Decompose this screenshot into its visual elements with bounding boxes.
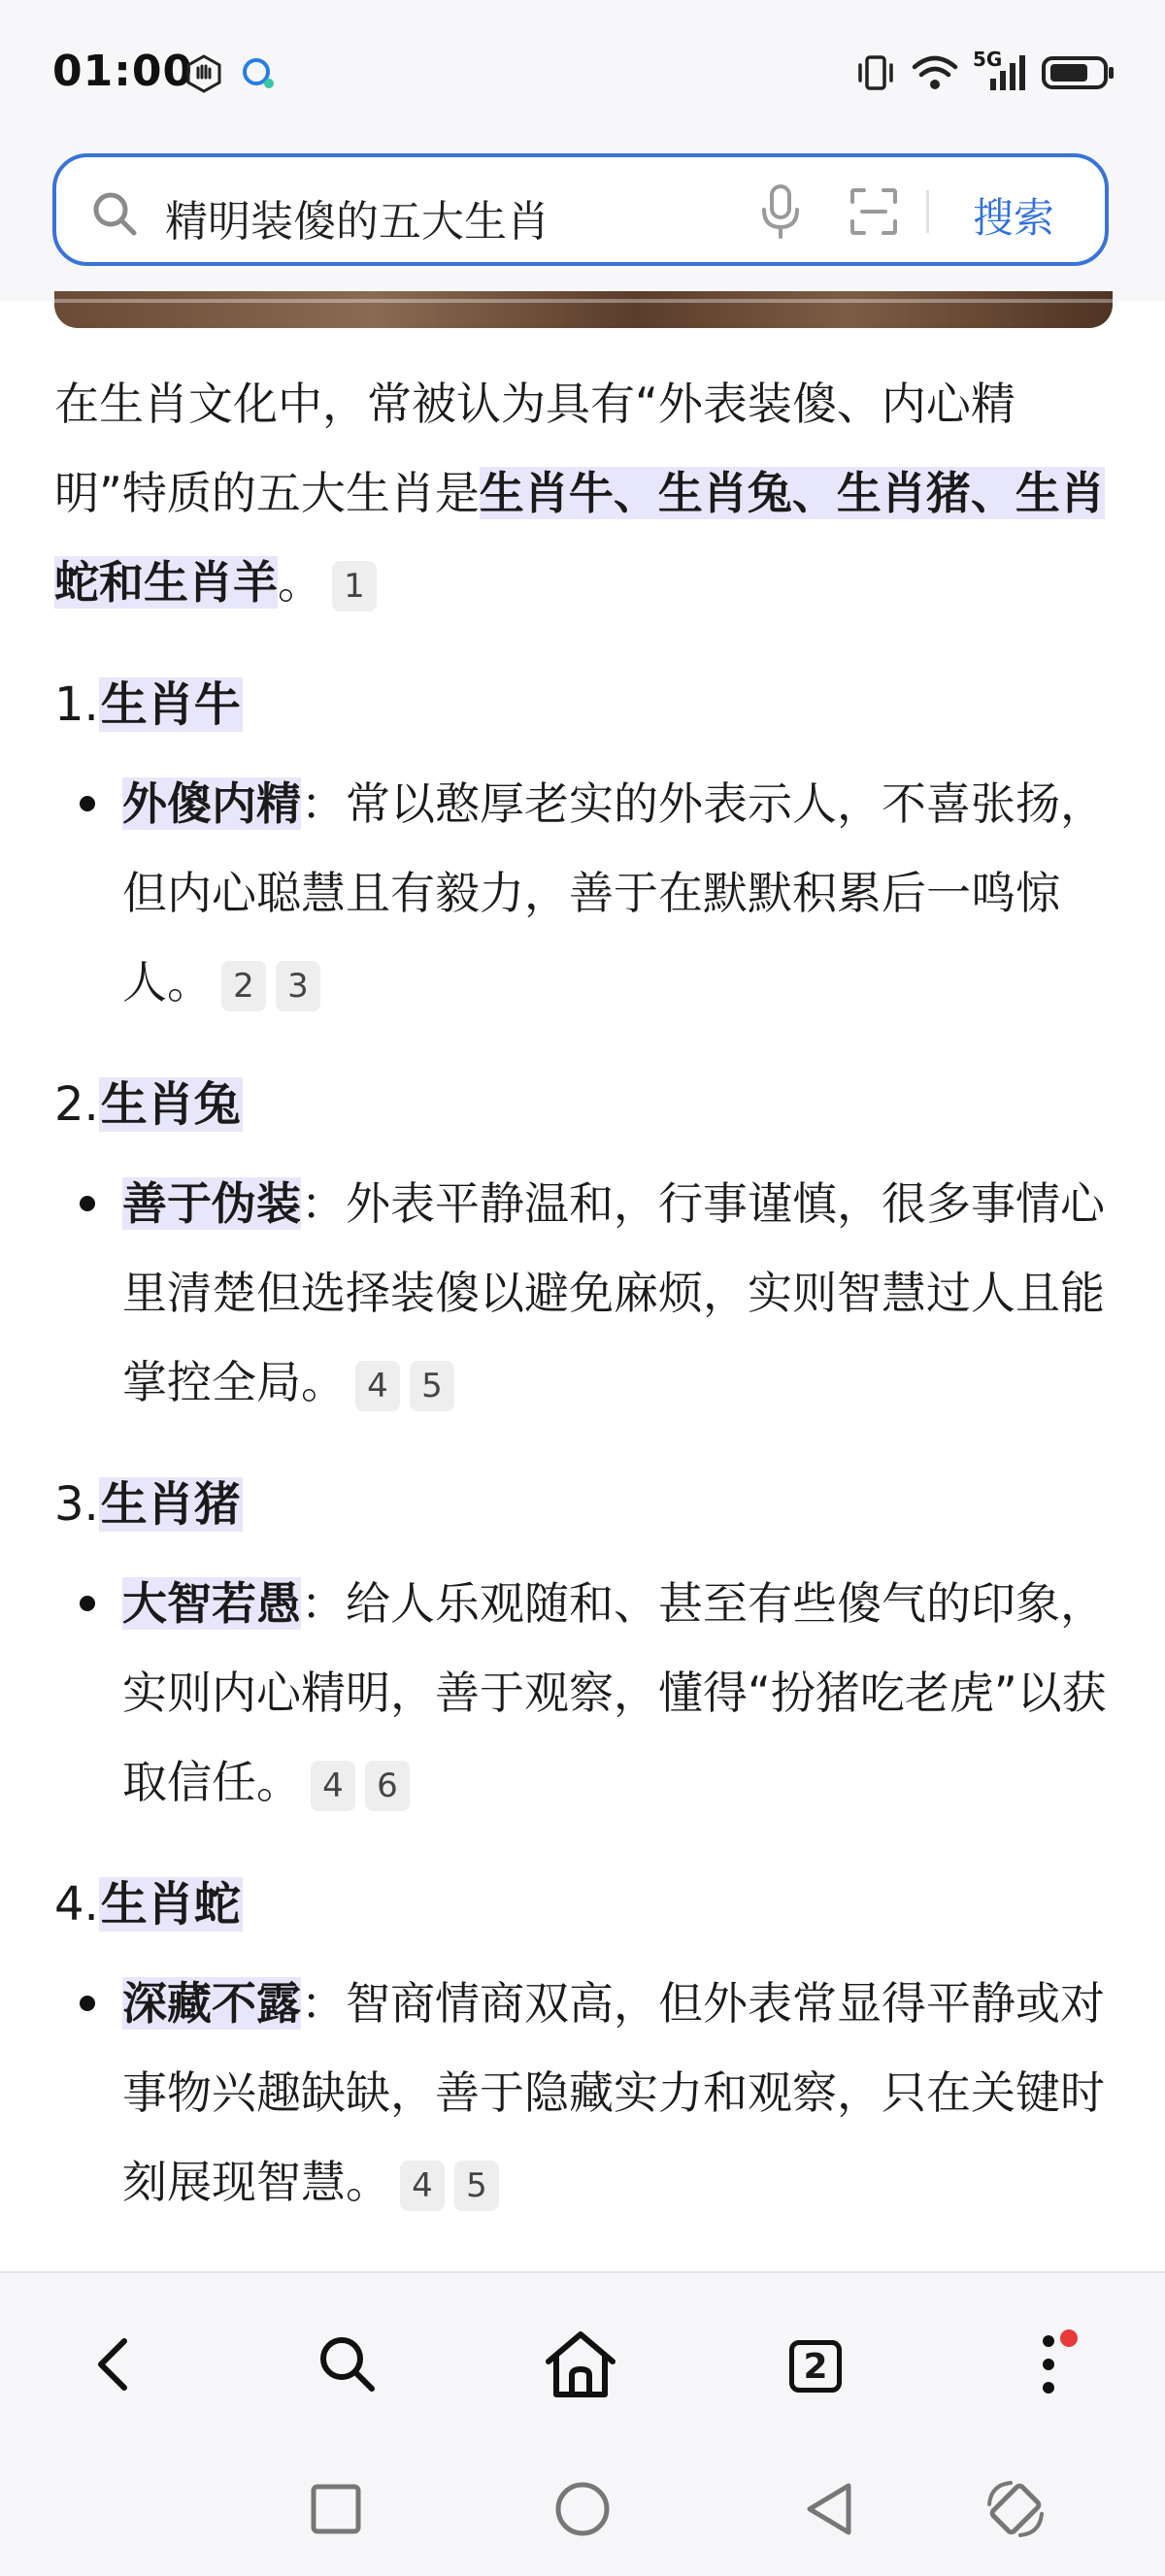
vibrate-icon xyxy=(854,51,897,94)
section-title xyxy=(54,1866,1113,1943)
section-name: 生肖猪 xyxy=(100,1477,241,1532)
home-circle-icon xyxy=(553,2480,612,2542)
microphone-icon[interactable] xyxy=(757,182,804,245)
home-button[interactable] xyxy=(532,2318,629,2415)
tabs-icon: 2 xyxy=(789,2340,842,2393)
intro-paragraph xyxy=(54,359,1113,627)
section-title xyxy=(54,666,1113,743)
bullet-text: ：常以憨厚老实的外表示人，不喜张扬，但内心聪慧且有毅力，善于在默默积累后一鸣惊人。 xyxy=(122,777,1105,1008)
bullet-text: ：给人乐观随和、甚至有些傻气的印象，实则内心精明，善于观察，懂得“扮猪吃老虎”以获取信任。 xyxy=(122,1577,1107,1808)
recents-button[interactable] xyxy=(297,2472,375,2550)
search-query[interactable]: 精明装傻的五大生肖 xyxy=(165,197,549,247)
rotate-button[interactable] xyxy=(977,2472,1054,2550)
bullet-key: 深藏不露 xyxy=(122,1977,301,2030)
scan-icon[interactable] xyxy=(849,186,899,241)
citation-badge[interactable]: 4 xyxy=(355,1361,400,1411)
citation-badge[interactable]: 6 xyxy=(365,1761,410,1811)
back-button[interactable] xyxy=(66,2318,163,2415)
list-item xyxy=(122,1559,1113,1827)
section-ox xyxy=(54,666,1113,1027)
status-time: 01:00 xyxy=(52,47,194,96)
status-bar xyxy=(0,0,1165,146)
network-type: 5G xyxy=(973,48,1003,71)
section-number: 4. xyxy=(54,1877,99,1932)
citation-badge[interactable]: 5 xyxy=(410,1361,454,1411)
section-number: 1. xyxy=(54,677,99,732)
bullet-text: ：智商情商双高，但外表常显得平静或对事物兴趣缺缺，善于隐藏实力和观察，只在关键时刻展现智慧。 xyxy=(122,1977,1105,2208)
section-name: 生肖兔 xyxy=(100,1077,241,1132)
intro-suffix: 。 xyxy=(278,556,322,609)
notification-dot xyxy=(1060,2329,1078,2347)
bullet-text: ：外表平静温和，行事谨慎，很多事情心里清楚但选择装傻以避免麻烦，实则智慧过人且能掌控全局。 xyxy=(122,1177,1105,1408)
section-pig xyxy=(54,1466,1113,1827)
section-rabbit xyxy=(54,1066,1113,1427)
bullet-key: 善于伪装 xyxy=(122,1177,301,1230)
search-nav-button[interactable] xyxy=(299,2318,396,2415)
section-title xyxy=(54,1066,1113,1143)
section-number: 3. xyxy=(54,1477,99,1532)
result-image-strip[interactable] xyxy=(54,291,1113,328)
citation-badge[interactable]: 3 xyxy=(276,961,320,1011)
list-item xyxy=(122,759,1113,1027)
assistant-icon xyxy=(239,54,278,93)
search-button[interactable]: 搜索 xyxy=(973,194,1055,242)
recents-icon xyxy=(309,2482,363,2540)
rotate-icon xyxy=(982,2475,1049,2547)
citation-badge[interactable]: 4 xyxy=(400,2161,445,2211)
search-icon xyxy=(89,188,140,243)
status-icons xyxy=(854,49,1116,97)
section-snake xyxy=(54,1866,1113,2227)
bullet-key: 外傻内精 xyxy=(122,777,301,830)
bottom-navigation xyxy=(0,2271,1165,2576)
list-item xyxy=(122,1959,1113,2227)
search-input[interactable] xyxy=(52,153,1109,266)
intro-text: 在生肖文化中，常被认为具有“外表装傻、内心精明”特质的五大生肖是 xyxy=(54,378,1015,519)
tabs-button[interactable] xyxy=(767,2318,864,2415)
citation-badge[interactable]: 5 xyxy=(454,2161,499,2211)
system-home-button[interactable] xyxy=(544,2472,621,2550)
section-name: 生肖蛇 xyxy=(100,1877,241,1932)
intro-highlight: 生肖牛、生肖兔、生肖猪、生肖蛇和生肖羊 xyxy=(54,467,1105,609)
section-name: 生肖牛 xyxy=(100,677,241,732)
back-triangle-icon xyxy=(802,2480,856,2542)
citation-badge[interactable]: 2 xyxy=(221,961,266,1011)
search-divider xyxy=(926,190,929,233)
section-number: 2. xyxy=(54,1077,99,1132)
search-icon xyxy=(314,2330,382,2402)
list-item xyxy=(122,1159,1113,1427)
back-icon xyxy=(87,2333,142,2399)
hand-icon xyxy=(184,54,223,93)
signal-icon xyxy=(973,48,1027,94)
battery-icon xyxy=(1041,53,1116,92)
bullet-key: 大智若愚 xyxy=(122,1577,301,1630)
citation-badge[interactable]: 1 xyxy=(332,561,377,611)
search-header xyxy=(0,146,1165,301)
wifi-icon xyxy=(911,53,959,92)
more-menu-button[interactable] xyxy=(1000,2318,1097,2415)
citation-badge[interactable]: 4 xyxy=(311,1761,355,1811)
section-title xyxy=(54,1466,1113,1543)
home-icon xyxy=(543,2328,618,2404)
more-icon xyxy=(1039,2329,1058,2403)
system-back-button[interactable] xyxy=(790,2472,868,2550)
answer-content xyxy=(54,359,1113,2227)
